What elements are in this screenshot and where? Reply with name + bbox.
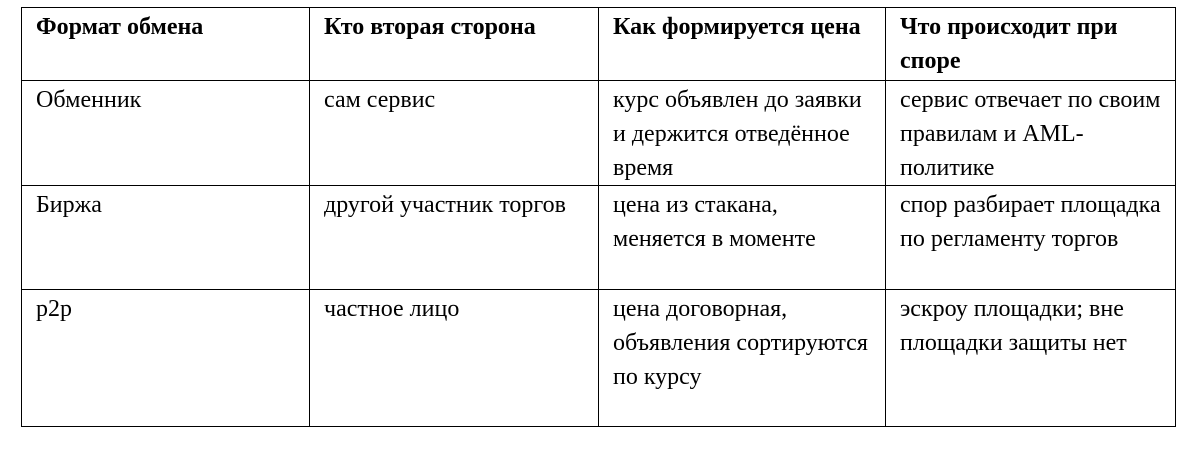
cell-price: цена договорная, объявления сортируются по курсу <box>599 290 886 427</box>
header-dispute: Что происходит при споре <box>886 8 1176 81</box>
cell-dispute: спор разбирает площадка по регламенту торгов <box>886 186 1176 290</box>
header-price-formation: Как формируется цена <box>599 8 886 81</box>
cell-counterparty: сам сервис <box>310 81 599 186</box>
table-row <box>22 290 1176 427</box>
cell-price: цена из стакана, меняется в моменте <box>599 186 886 290</box>
table-row <box>22 81 1176 186</box>
comparison-table <box>21 7 1176 427</box>
header-exchange-format: Формат обмена <box>22 8 310 81</box>
cell-dispute: сервис отвечает по своим правилам и AML-политике <box>886 81 1176 186</box>
cell-counterparty: частное лицо <box>310 290 599 427</box>
cell-format: Обменник <box>22 81 310 186</box>
header-counterparty: Кто вторая сторона <box>310 8 599 81</box>
cell-counterparty: другой участник торгов <box>310 186 599 290</box>
cell-dispute: эскроу площадки; вне площадки защиты нет <box>886 290 1176 427</box>
cell-price: курс объявлен до заявки и держится отведённое время <box>599 81 886 186</box>
table-header-row <box>22 8 1176 81</box>
cell-format: p2p <box>22 290 310 427</box>
table-row <box>22 186 1176 290</box>
cell-format: Биржа <box>22 186 310 290</box>
